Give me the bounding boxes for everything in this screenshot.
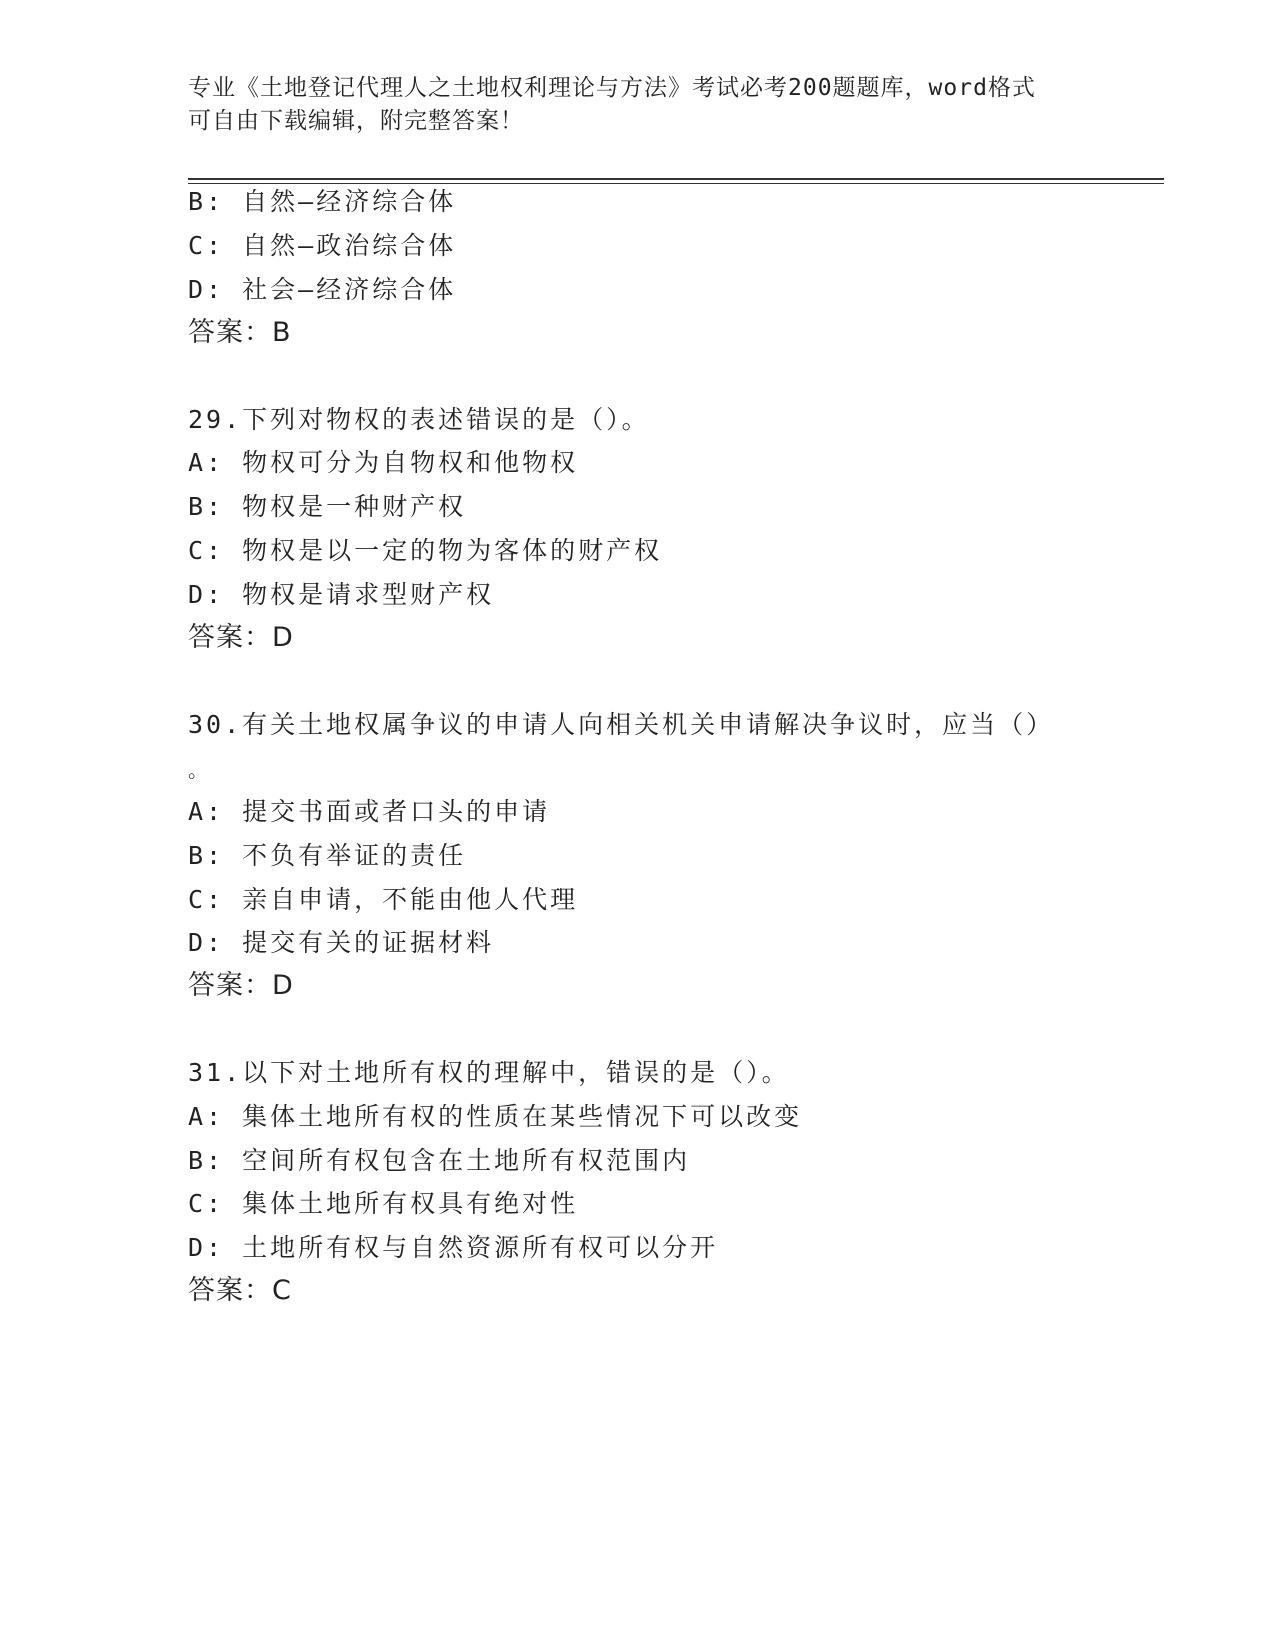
q29-answer: 答案：D: [188, 622, 294, 653]
header-title-line1: 专业《土地登记代理人之土地权利理论与方法》考试必考200题题库，word格式: [188, 75, 1036, 101]
header-title-line2: 可自由下载编辑，附完整答案！: [188, 108, 524, 134]
q29-option-c: C: 物权是以一定的物为客体的财产权: [188, 536, 663, 565]
q30-answer: 答案：D: [188, 970, 294, 1001]
q29-option-d: D: 物权是请求型财产权: [188, 580, 495, 609]
q28-answer: 答案：B: [188, 317, 292, 348]
q30-stem-line2: 。: [188, 758, 211, 782]
q31-option-c: C: 集体土地所有权具有绝对性: [188, 1189, 579, 1218]
q30-option-a: A: 提交书面或者口头的申请: [188, 797, 551, 826]
q30-option-c: C: 亲自申请，不能由他人代理: [188, 885, 579, 914]
q31-option-d: D: 土地所有权与自然资源所有权可以分开: [188, 1233, 719, 1262]
q29-stem: 29.下列对物权的表述错误的是（）。: [188, 405, 650, 434]
q31-option-a: A: 集体土地所有权的性质在某些情况下可以改变: [188, 1102, 803, 1131]
q29-option-a: A: 物权可分为自物权和他物权: [188, 448, 579, 477]
q30-option-b: B: 不负有举证的责任: [188, 841, 467, 870]
q30-stem-line1: 30.有关土地权属争议的申请人向相关机关申请解决争议时，应当（）: [188, 710, 1055, 739]
q28-option-d: D: 社会—经济综合体: [188, 275, 457, 304]
header-divider-thick: [188, 178, 1164, 180]
q28-option-c: C: 自然—政治综合体: [188, 231, 457, 260]
q31-answer: 答案：C: [188, 1275, 292, 1306]
q29-option-b: B: 物权是一种财产权: [188, 492, 467, 521]
q31-stem: 31.以下对土地所有权的理解中，错误的是（）。: [188, 1058, 790, 1087]
document-header: [188, 72, 1088, 138]
q30-option-d: D: 提交有关的证据材料: [188, 928, 495, 957]
q28-option-b: B: 自然—经济综合体: [188, 187, 457, 216]
q31-option-b: B: 空间所有权包含在土地所有权范围内: [188, 1146, 691, 1175]
